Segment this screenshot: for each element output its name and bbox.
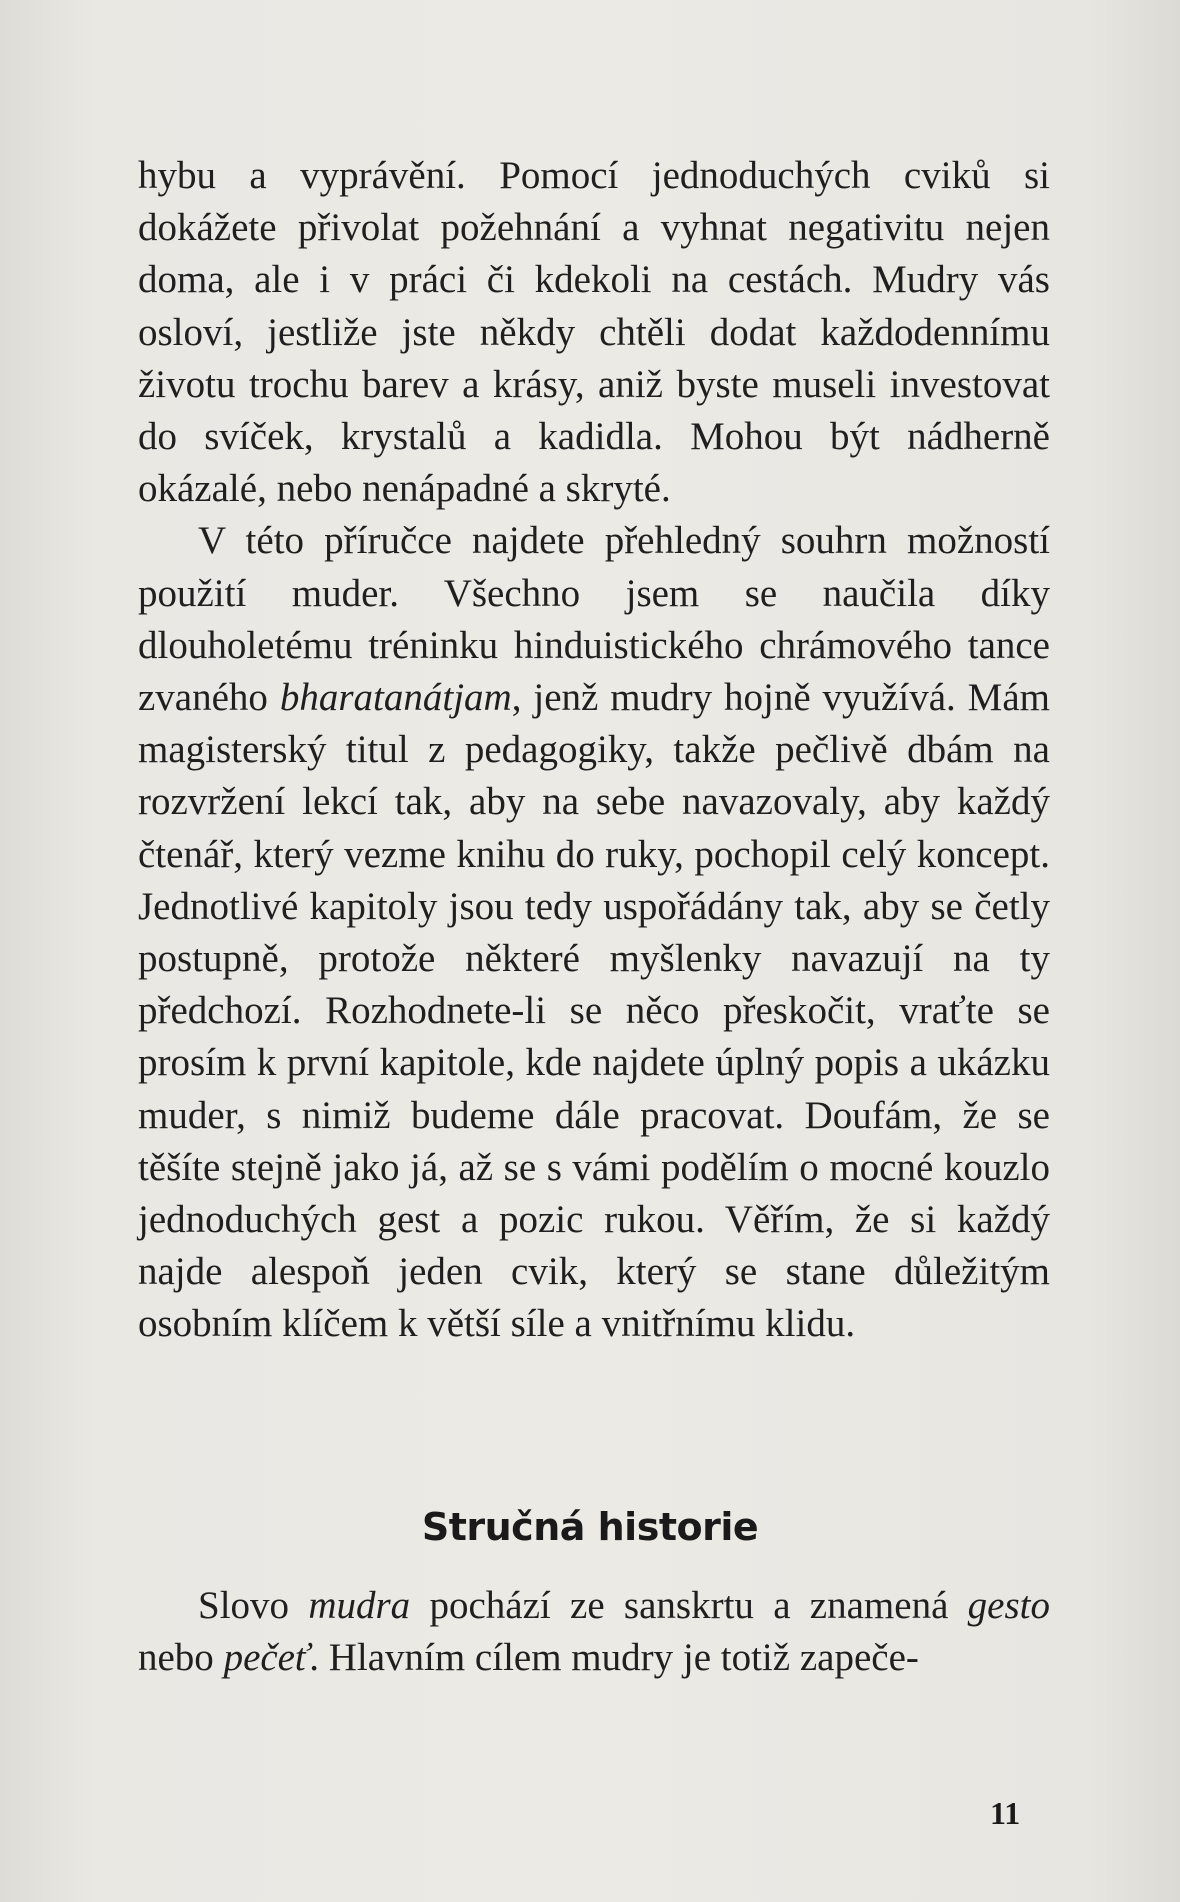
body-text: [138, 150, 1050, 1351]
paragraph-2-text-end: , jenž mudry hojně využívá. Mám magisterský titul z pedagogiky, takže pečlivě dbám na rozvržení lekcí tak, aby na sebe navazovaly, aby každý čtenář, který vezme knihu do ruky, pochopil celý koncept. Jednotlivé kapitoly jsou tedy uspořádány tak, aby se četly postupně, protože některé myšlenky navazují na ty předchozí. Rozhodnete-li se něco přeskočit, vraťte se prosím k první kapitole, kde najdete úplný popis a ukázku muder, s nimiž budeme dále pracovat. Doufám, že se těšíte stejně jako já, až se s vámi podělím o mocné kouzlo jednoduchých gest a pozic rukou. Věřím, že si každý najde alespoň jeden cvik, který se stane důležitým osobním klíčem k větší síle a vnitřnímu klidu.: [138, 676, 1051, 1346]
section-italic-pecet: pečeť: [223, 1636, 310, 1680]
section-italic-gesto: gesto: [967, 1584, 1050, 1627]
paragraph-2-text-start: V této příručce najdete přehledný souhrn možností použití muder. Všechno jsem se naučila díky dlouholetému tréninku hinduistického chrámového tance zvaného: [138, 519, 1050, 720]
section-text-part-2: pochází ze sanskrtu a znamená: [410, 1584, 968, 1627]
page-number: 11: [990, 1795, 1021, 1831]
section-paragraph: [138, 1580, 1050, 1684]
section-text-part-1: Slovo: [198, 1584, 309, 1627]
section-text-part-4: . Hlavním cílem mudry je totiž zapeče-: [309, 1636, 919, 1680]
section-text: [138, 1580, 1050, 1684]
section-italic-mudra: mudra: [308, 1584, 411, 1627]
paragraph-2-italic-term: bharatanátjam: [279, 676, 512, 720]
section-text-part-3: nebo: [138, 1636, 224, 1680]
section-heading: Stručná historie: [421, 1505, 759, 1549]
paragraph-2: [138, 515, 1050, 1350]
paragraph-1: hybu a vyprávění. Pomocí jednoduchých cviků si dokážete přivolat požehnání a vyhnat negativitu nejen doma, ale i v práci či kdekoli na cestách. Mudry vás osloví, jestliže jste někdy chtěli dodat každodennímu životu trochu barev a krásy, aniž byste museli investovat do svíček, krystalů a kadidla. Mohou být nádherně okázalé, nebo nenápadné a skryté.: [138, 154, 1050, 511]
